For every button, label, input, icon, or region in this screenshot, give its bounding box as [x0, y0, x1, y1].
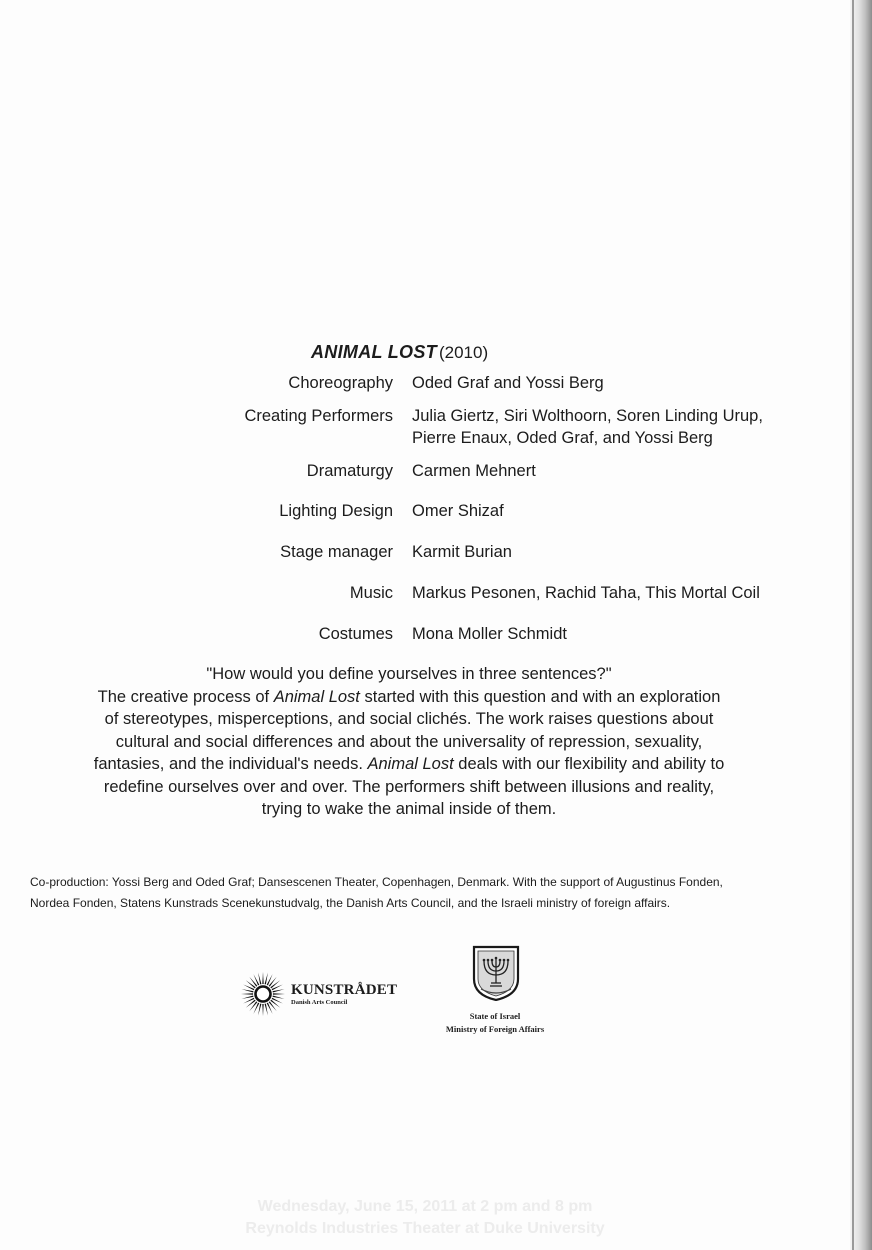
credit-names: Markus Pesonen, Rachid Taha, This Mortal Coil [412, 584, 760, 602]
coproduction-line: Nordea Fonden, Statens Kunstrads Scenekunstudvalg, the Danish Arts Council, and the Israeli ministry of foreign affairs. [30, 896, 671, 910]
kunstradet-subtitle: Danish Arts Council [291, 999, 348, 1006]
production-name: ANIMAL LOST [311, 342, 437, 362]
kunstradet-wordmark: KUNSTRÅDET [291, 982, 398, 998]
israel-emblem-icon [471, 945, 521, 1001]
credit-role: Dramaturgy [306, 462, 393, 480]
work-title-italic: Animal Lost [367, 755, 454, 773]
bleed-through-line: Reynolds Industries Theater at Duke University [245, 1220, 605, 1237]
page-fold-line [852, 0, 854, 1250]
credit-names: Carmen Mehnert [412, 462, 536, 480]
israel-caption-line: State of Israel [469, 1011, 521, 1021]
kunstradet-logo-icon [240, 971, 286, 1017]
production-description [0, 663, 818, 821]
credit-names: Mona Moller Schmidt [412, 625, 567, 643]
work-title-italic: Animal Lost [273, 687, 360, 706]
description-line: cultural and social differences and about the universality of repression, sexuality, [115, 732, 703, 751]
production-year: (2010) [438, 343, 489, 362]
credit-names: Karmit Burian [412, 543, 512, 561]
credit-role: Stage manager [280, 543, 393, 561]
credit-role: Costumes [318, 625, 393, 643]
description-line: of stereotypes, misperceptions, and social clichés. The work raises questions about [104, 710, 714, 728]
israel-caption-line: Ministry of Foreign Affairs [445, 1024, 545, 1034]
israel-ministry-caption [420, 1010, 570, 1036]
description-line: redefine ourselves over and over. The performers shift between illusions and reality, [103, 777, 715, 796]
credit-names: Julia Giertz, Siri Wolthoorn, Soren Linding Urup, Pierre Enaux, Oded Graf, and Yossi Berg [412, 407, 763, 447]
description-line: fantasies, and the individual's needs. Animal Lost deals with our flexibility and ability to [93, 755, 725, 773]
credit-role: Choreography [288, 374, 393, 392]
production-title [311, 340, 488, 365]
credit-names: Omer Shizaf [412, 502, 504, 520]
credit-names: Oded Graf and Yossi Berg [412, 374, 604, 392]
coproduction-line: Co-production: Yossi Berg and Oded Graf; Dansescenen Theater, Copenhagen, Denmark. With the support of Augustinus Fonden, [30, 875, 723, 889]
reverse-side-bleed-through [0, 1196, 850, 1240]
credit-role: Music [349, 584, 393, 602]
credit-role: Creating Performers [244, 407, 393, 425]
description-line: The creative process of Animal Lost started with this question and with an exploration [97, 687, 721, 706]
bleed-through-line: Wednesday, June 15, 2011 at 2 pm and 8 pm [257, 1198, 593, 1215]
description-question: "How would you define yourselves in three sentences?" [206, 665, 612, 683]
credit-role: Lighting Design [279, 502, 393, 520]
description-line: trying to wake the animal inside of them. [261, 800, 557, 818]
coproduction-note [30, 872, 830, 914]
